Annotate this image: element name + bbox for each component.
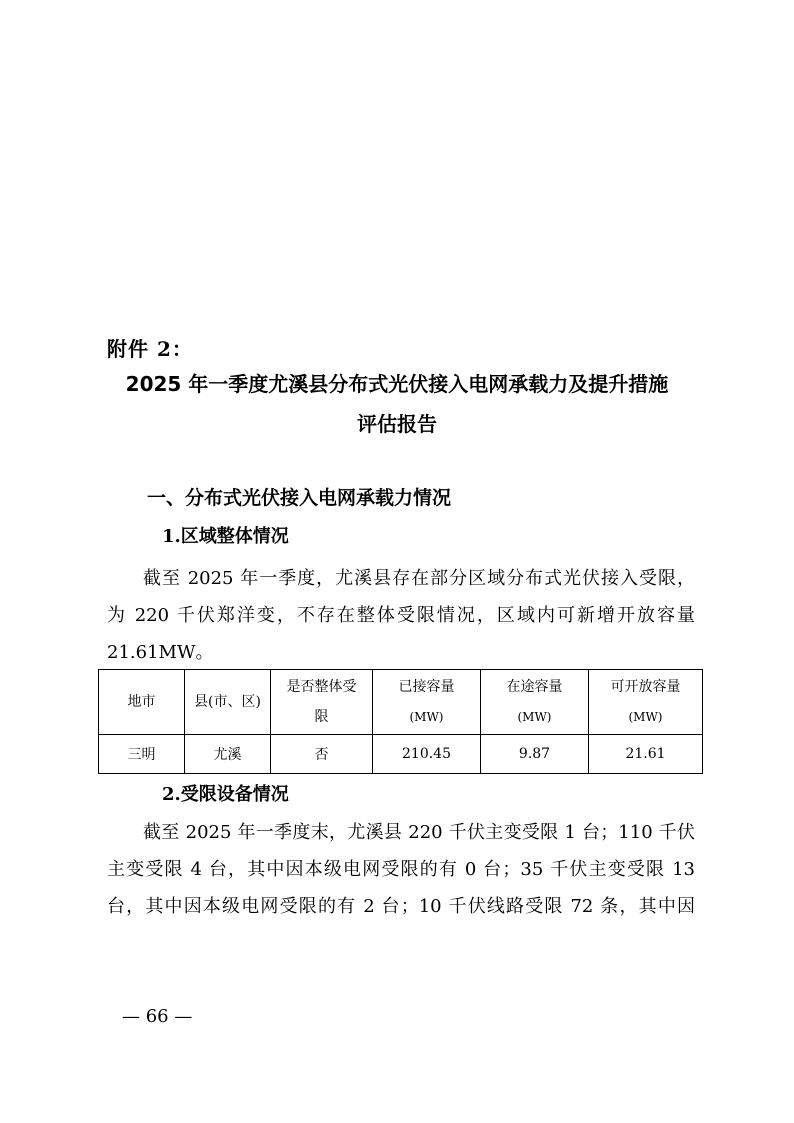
subsection-heading-overall: 1.区域整体情况 xyxy=(162,526,289,547)
unit-label: (MW) xyxy=(517,710,552,724)
paragraph-line: 主变受限 4 台，其中因本级电网受限的有 0 台；35 千伏主变受限 13 xyxy=(107,859,695,880)
attachment-label: 附件 2： xyxy=(107,337,193,361)
page-number: — 66 — xyxy=(122,1006,193,1027)
table-cell: 210.45 xyxy=(373,735,481,774)
unit-label: (MW) xyxy=(628,710,663,724)
table-header-cell: 已接容量 (MW) xyxy=(373,670,481,735)
section-heading: 一、分布式光伏接入电网承载力情况 xyxy=(147,487,452,509)
paragraph-devices xyxy=(107,814,695,925)
report-title-line-1: 2025 年一季度尤溪县分布式光伏接入电网承载力及提升措施 xyxy=(125,372,669,396)
paragraph-line: 截至 2025 年一季度末，尤溪县 220 千伏主变受限 1 台；110 千伏 xyxy=(143,822,695,843)
table-cell: 尤溪 xyxy=(185,735,271,774)
table-row xyxy=(99,735,703,774)
table-header-cell: 是否整体受限 xyxy=(271,670,373,735)
table-cell: 否 xyxy=(271,735,373,774)
table-cell: 9.87 xyxy=(481,735,589,774)
paragraph-line: 为 220 千伏郑洋变，不存在整体受限情况，区域内可新增开放容量 xyxy=(107,605,695,626)
table-header-row xyxy=(99,670,703,735)
table-cell: 21.61 xyxy=(589,735,703,774)
paragraph-line: 21.61MW。 xyxy=(107,642,214,663)
capacity-table xyxy=(98,669,703,774)
report-title-line-2: 评估报告 xyxy=(357,412,437,436)
unit-label: (MW) xyxy=(409,710,444,724)
table-header-cell: 可开放容量 (MW) xyxy=(589,670,703,735)
table-header-cell: 县(市、区) xyxy=(185,670,271,735)
paragraph-line: 截至 2025 年一季度，尤溪县存在部分区域分布式光伏接入受限， xyxy=(143,568,695,589)
paragraph-line: 台，其中因本级电网受限的有 2 台；10 千伏线路受限 72 条，其中因 xyxy=(107,896,695,917)
subsection-heading-devices: 2.受限设备情况 xyxy=(162,784,289,805)
table-cell: 三明 xyxy=(99,735,185,774)
table-header-cell: 在途容量 (MW) xyxy=(481,670,589,735)
paragraph-overall xyxy=(107,560,695,671)
table-header-cell: 地市 xyxy=(99,670,185,735)
